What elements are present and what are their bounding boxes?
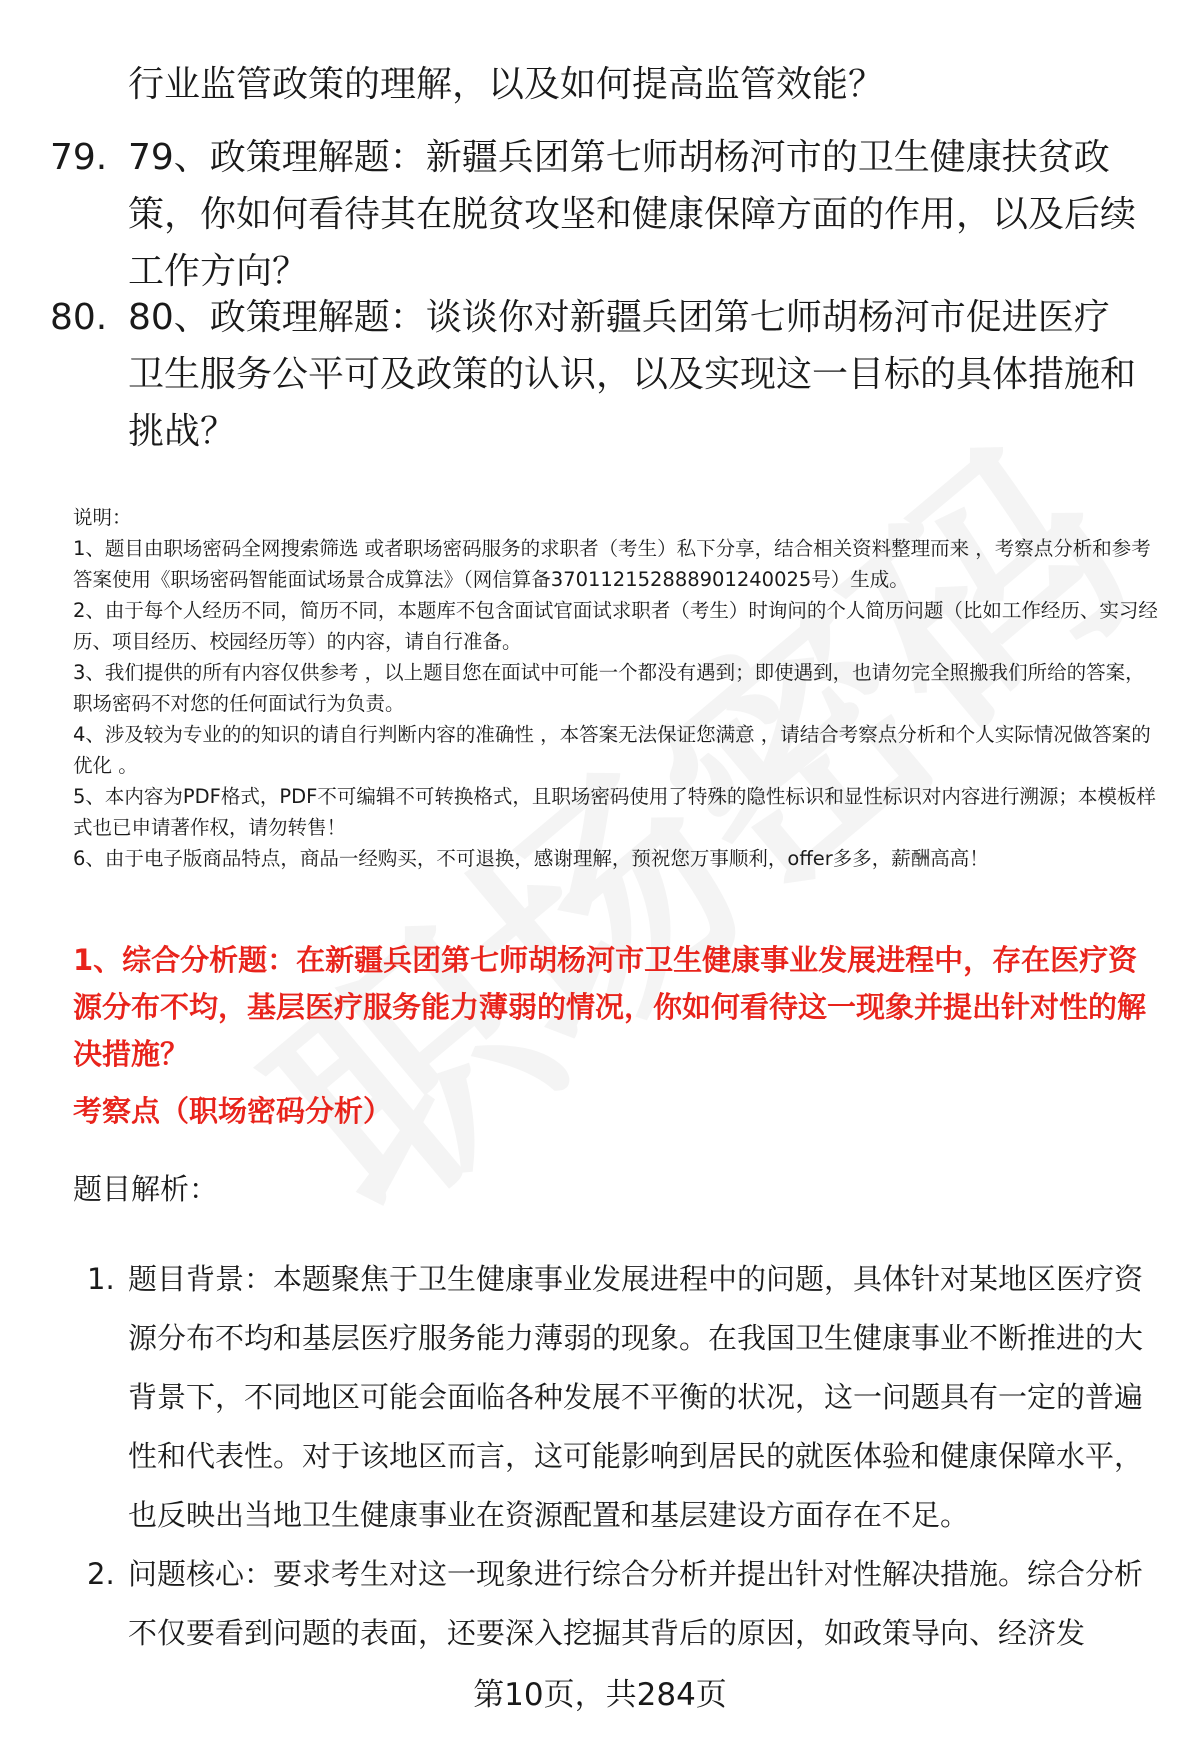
note-item: 6、由于电子版商品特点，商品一经购买，不可退换，感谢理解，预祝您万事顺利，offer多多，薪酬高高！ bbox=[73, 847, 989, 870]
analysis-label: 题目解析： bbox=[73, 1172, 219, 1206]
list-text: 问题核心：要求考生对这一现象进行综合分析并提出针对性解决措施。综合分析不仅要看到问题的表面，还要深入挖掘其背后的原因，如政策导向、经济发 bbox=[128, 1557, 1144, 1650]
note-item: 5、本内容为PDF格式，PDF不可编辑不可转换格式，且职场密码使用了特殊的隐性标识和显性标识对内容进行溯源；本模板样式也已申请著作权，请勿转售！ bbox=[73, 785, 1156, 839]
note-item: 4、涉及较为专业的的知识的请自行判断内容的准确性 ，本答案无法保证您满意 ，请结合考察点分析和个人实际情况做答案的优化 。 bbox=[73, 723, 1151, 777]
note-item: 2、由于每个人经历不同，简历不同，本题库不包含面试官面试求职者（考生）时询问的个人简历问题（比如工作经历、实习经历、项目经历、校园经历等）的内容，请自行准备。 bbox=[73, 599, 1158, 653]
list-number: 1. bbox=[87, 1262, 115, 1296]
question-number: 80. bbox=[50, 297, 108, 338]
notes-heading: 说明： bbox=[73, 506, 132, 529]
main-question-title: 1、综合分析题：在新疆兵团第七师胡杨河市卫生健康事业发展进程中，存在医疗资源分布不均，基层医疗服务能力薄弱的情况，你如何看待这一现象并提出针对性的解决措施？ bbox=[73, 943, 1147, 1071]
question-continuation: 行业监管政策的理解，以及如何提高监管效能？ bbox=[128, 64, 885, 105]
note-item: 1、题目由职场密码全网搜索筛选 或者职场密码服务的求职者（考生）私下分享，结合相关资料整理而来 ，考察点分析和参考答案使用《职场密码智能面试场景合成算法》（网信算备370112152888901240025号）生成。 bbox=[73, 537, 1151, 591]
list-text: 题目背景：本题聚焦于卫生健康事业发展进程中的问题，具体针对某地区医疗资源分布不均和基层医疗服务能力薄弱的现象。在我国卫生健康事业不断推进的大背景下，不同地区可能会面临各种发展不平衡的状况，这一问题具有一定的普遍性和代表性。对于该地区而言，这可能影响到居民的就医体验和健康保障水平，也反映出当地卫生健康事业在资源配置和基层建设方面存在不足。 bbox=[128, 1262, 1144, 1532]
list-number: 2. bbox=[87, 1557, 115, 1591]
analysis-item-2 bbox=[73, 1545, 1153, 1663]
question-item-80 bbox=[50, 289, 1140, 460]
page-footer: 第10页，共284页 bbox=[473, 1677, 727, 1713]
question-text: 80、政策理解题：谈谈你对新疆兵团第七师胡杨河市促进医疗卫生服务公平可及政策的认识，以及实现这一目标的具体措施和挑战？ bbox=[128, 297, 1137, 452]
question-text: 79、政策理解题：新疆兵团第七师胡杨河市的卫生健康扶贫政策，你如何看待其在脱贫攻坚和健康保障方面的作用，以及后续工作方向？ bbox=[128, 137, 1137, 292]
exam-point-heading: 考察点（职场密码分析） bbox=[73, 1094, 393, 1128]
question-item-79 bbox=[50, 129, 1140, 300]
question-number: 79. bbox=[50, 137, 108, 178]
notes-section bbox=[73, 502, 1163, 874]
analysis-item-1 bbox=[73, 1250, 1153, 1545]
note-item: 3、我们提供的所有内容仅供参考 ，以上题目您在面试中可能一个都没有遇到；即使遇到，也请勿完全照搬我们所给的答案，职场密码不对您的任何面试行为负责。 bbox=[73, 661, 1145, 715]
